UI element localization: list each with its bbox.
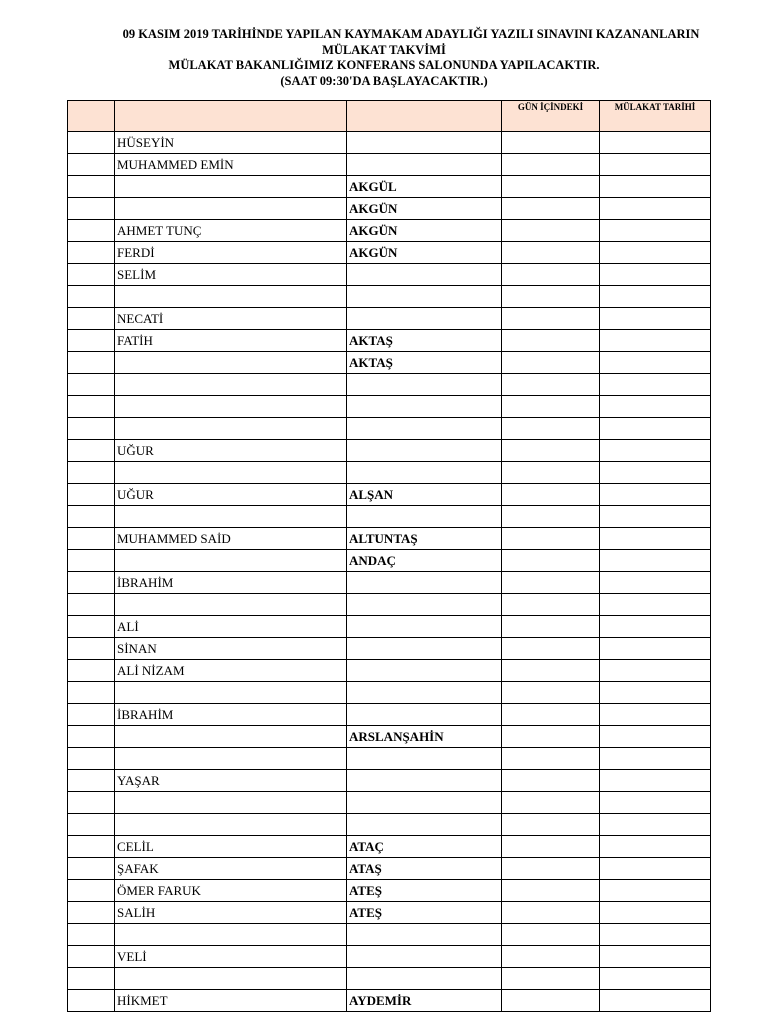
cell-number [68,352,115,374]
cell-interview-date [600,792,711,814]
table-row [68,198,711,220]
cell-order-in-day [502,990,600,1012]
cell-number [68,154,115,176]
cell-number [68,198,115,220]
cell-number [68,308,115,330]
cell-number [68,242,115,264]
cell-name: ALİ NİZAM [115,660,347,682]
cell-order-in-day [502,704,600,726]
table-row [68,616,711,638]
cell-order-in-day [502,286,600,308]
cell-interview-date [600,330,711,352]
cell-surname [347,616,502,638]
cell-interview-date [600,242,711,264]
table-row [68,902,711,924]
cell-order-in-day [502,616,600,638]
cell-surname [347,748,502,770]
cell-name: MUHAMMED EMİN [115,154,347,176]
table-row [68,594,711,616]
cell-surname [347,506,502,528]
cell-surname [347,572,502,594]
cell-surname: AKGÜN [347,220,502,242]
cell-number [68,418,115,440]
cell-surname [347,704,502,726]
cell-number [68,396,115,418]
cell-interview-date [600,858,711,880]
table-row [68,726,711,748]
cell-surname [347,440,502,462]
cell-interview-date [600,374,711,396]
cell-surname [347,396,502,418]
cell-order-in-day [502,924,600,946]
cell-name [115,352,347,374]
table-row [68,968,711,990]
cell-name [115,418,347,440]
cell-surname: AKGÜN [347,198,502,220]
cell-order-in-day [502,220,600,242]
cell-number [68,902,115,924]
cell-order-in-day [502,308,600,330]
cell-number [68,726,115,748]
cell-interview-date [600,748,711,770]
cell-surname: AYDEMİR [347,990,502,1012]
table-row [68,154,711,176]
cell-name: SALİH [115,902,347,924]
table-row [68,242,711,264]
table-row [68,462,711,484]
cell-surname [347,638,502,660]
cell-number [68,792,115,814]
cell-interview-date [600,440,711,462]
cell-name: CELİL [115,836,347,858]
cell-surname [347,792,502,814]
cell-name [115,550,347,572]
cell-interview-date [600,726,711,748]
cell-interview-date [600,176,711,198]
cell-surname [347,924,502,946]
cell-order-in-day [502,572,600,594]
cell-number [68,374,115,396]
cell-number [68,176,115,198]
cell-number [68,968,115,990]
cell-surname [347,308,502,330]
cell-name: SELİM [115,264,347,286]
cell-name: FERDİ [115,242,347,264]
table-row [68,352,711,374]
cell-name [115,286,347,308]
cell-number [68,946,115,968]
cell-name: HÜSEYİN [115,132,347,154]
cell-interview-date [600,946,711,968]
table-row [68,506,711,528]
cell-name [115,924,347,946]
cell-surname: ALŞAN [347,484,502,506]
cell-surname [347,374,502,396]
cell-name [115,792,347,814]
header-cell-surname [347,101,502,132]
cell-name: İBRAHİM [115,572,347,594]
table-row [68,946,711,968]
table-row [68,924,711,946]
table-row [68,880,711,902]
cell-name [115,396,347,418]
cell-surname [347,594,502,616]
header-cell-interview-date: MÜLAKAT TARİHİ [600,101,711,132]
cell-interview-date [600,814,711,836]
cell-surname [347,264,502,286]
cell-number [68,220,115,242]
cell-interview-date [600,990,711,1012]
cell-order-in-day [502,352,600,374]
table-row [68,638,711,660]
cell-surname [347,814,502,836]
cell-interview-date [600,770,711,792]
header-cell-order-in-day: GÜN İÇİNDEKİ [502,101,600,132]
cell-order-in-day [502,726,600,748]
cell-name: AHMET TUNÇ [115,220,347,242]
cell-interview-date [600,308,711,330]
cell-order-in-day [502,396,600,418]
cell-order-in-day [502,660,600,682]
cell-name: VELİ [115,946,347,968]
cell-surname [347,154,502,176]
table-header-row [68,101,711,132]
cell-order-in-day [502,858,600,880]
cell-surname [347,946,502,968]
cell-number [68,484,115,506]
cell-interview-date [600,418,711,440]
cell-name [115,176,347,198]
cell-number [68,682,115,704]
cell-name: ÖMER FARUK [115,880,347,902]
cell-name: SİNAN [115,638,347,660]
cell-order-in-day [502,462,600,484]
cell-surname: AKTAŞ [347,352,502,374]
cell-surname [347,418,502,440]
cell-number [68,858,115,880]
header-location-line: MÜLAKAT BAKANLIĞIMIZ KONFERANS SALONUNDA YAPILACAKTIR. [168,58,600,72]
cell-order-in-day [502,374,600,396]
cell-number [68,638,115,660]
cell-name [115,748,347,770]
cell-name [115,968,347,990]
cell-interview-date [600,616,711,638]
header-title-line: 09 KASIM 2019 TARİHİNDE YAPILAN KAYMAKAM ADAYLIĞI YAZILI SINAVINI KAZANANLARIN [122,27,700,41]
cell-name [115,506,347,528]
cell-surname: ATEŞ [347,880,502,902]
cell-order-in-day [502,638,600,660]
cell-surname [347,286,502,308]
cell-name: HİKMET [115,990,347,1012]
cell-interview-date [600,968,711,990]
cell-order-in-day [502,836,600,858]
cell-order-in-day [502,330,600,352]
cell-surname: ANDAÇ [347,550,502,572]
cell-name: ŞAFAK [115,858,347,880]
cell-number [68,660,115,682]
cell-interview-date [600,506,711,528]
table-row [68,308,711,330]
cell-number [68,550,115,572]
header-cell-number [68,101,115,132]
cell-interview-date [600,484,711,506]
cell-interview-date [600,462,711,484]
cell-interview-date [600,264,711,286]
cell-number [68,836,115,858]
cell-interview-date [600,704,711,726]
header-time-line: (SAAT 09:30'DA BAŞLAYACAKTIR.) [280,73,488,88]
cell-number [68,462,115,484]
cell-number [68,132,115,154]
cell-name: UĞUR [115,484,347,506]
table-row [68,682,711,704]
cell-number [68,770,115,792]
cell-number [68,594,115,616]
table-body [68,132,711,1012]
cell-interview-date [600,550,711,572]
cell-interview-date [600,220,711,242]
cell-order-in-day [502,550,600,572]
table-row [68,858,711,880]
cell-interview-date [600,132,711,154]
cell-number [68,440,115,462]
cell-interview-date [600,572,711,594]
table-row [68,176,711,198]
table-row [68,264,711,286]
cell-surname [347,968,502,990]
cell-interview-date [600,880,711,902]
table-row [68,286,711,308]
header-cell-name [115,101,347,132]
cell-interview-date [600,902,711,924]
cell-surname [347,682,502,704]
cell-surname: ATAŞ [347,858,502,880]
cell-surname: ATEŞ [347,902,502,924]
cell-name: FATİH [115,330,347,352]
table-row [68,572,711,594]
table-row [68,792,711,814]
cell-number [68,572,115,594]
table-row [68,836,711,858]
interview-schedule-table [67,100,711,1012]
cell-order-in-day [502,880,600,902]
table-row [68,704,711,726]
cell-surname [347,770,502,792]
cell-order-in-day [502,946,600,968]
cell-surname: AKTAŞ [347,330,502,352]
cell-order-in-day [502,132,600,154]
table-row [68,770,711,792]
cell-number [68,880,115,902]
cell-interview-date [600,198,711,220]
cell-order-in-day [502,528,600,550]
cell-interview-date [600,660,711,682]
table-row [68,374,711,396]
cell-name: İBRAHİM [115,704,347,726]
cell-surname [347,462,502,484]
cell-order-in-day [502,902,600,924]
table-row [68,660,711,682]
cell-interview-date [600,154,711,176]
table-row [68,814,711,836]
cell-order-in-day [502,968,600,990]
cell-number [68,704,115,726]
cell-order-in-day [502,682,600,704]
table-row [68,396,711,418]
cell-number [68,264,115,286]
cell-interview-date [600,682,711,704]
cell-surname: ATAÇ [347,836,502,858]
cell-order-in-day [502,154,600,176]
cell-order-in-day [502,418,600,440]
cell-interview-date [600,396,711,418]
cell-order-in-day [502,506,600,528]
header-subtitle-line: MÜLAKAT TAKVİMİ [322,42,446,57]
cell-name [115,198,347,220]
table-row [68,748,711,770]
cell-order-in-day [502,198,600,220]
table-row [68,132,711,154]
table-row [68,330,711,352]
table-row [68,528,711,550]
cell-order-in-day [502,594,600,616]
cell-surname [347,660,502,682]
cell-name: ALİ [115,616,347,638]
cell-order-in-day [502,176,600,198]
cell-order-in-day [502,484,600,506]
cell-name: UĞUR [115,440,347,462]
cell-number [68,506,115,528]
cell-name [115,682,347,704]
cell-name [115,726,347,748]
cell-interview-date [600,528,711,550]
cell-name [115,462,347,484]
document-header [0,27,768,89]
cell-order-in-day [502,770,600,792]
cell-order-in-day [502,814,600,836]
cell-name [115,814,347,836]
cell-order-in-day [502,748,600,770]
cell-number [68,330,115,352]
cell-number [68,528,115,550]
cell-order-in-day [502,264,600,286]
cell-surname [347,132,502,154]
cell-surname: AKGÜN [347,242,502,264]
cell-order-in-day [502,440,600,462]
table-row [68,550,711,572]
cell-surname: ALTUNTAŞ [347,528,502,550]
cell-number [68,286,115,308]
cell-interview-date [600,286,711,308]
cell-surname: AKGÜL [347,176,502,198]
table-row [68,484,711,506]
cell-interview-date [600,352,711,374]
table-row [68,440,711,462]
cell-interview-date [600,924,711,946]
table-row [68,220,711,242]
cell-name: NECATİ [115,308,347,330]
cell-interview-date [600,594,711,616]
table-row [68,990,711,1012]
table-row [68,418,711,440]
cell-interview-date [600,638,711,660]
cell-order-in-day [502,242,600,264]
cell-name: MUHAMMED SAİD [115,528,347,550]
cell-interview-date [600,836,711,858]
cell-order-in-day [502,792,600,814]
cell-number [68,990,115,1012]
cell-number [68,748,115,770]
cell-name: YAŞAR [115,770,347,792]
cell-number [68,814,115,836]
cell-name [115,594,347,616]
cell-number [68,616,115,638]
cell-surname: ARSLANŞAHİN [347,726,502,748]
cell-name [115,374,347,396]
cell-number [68,924,115,946]
